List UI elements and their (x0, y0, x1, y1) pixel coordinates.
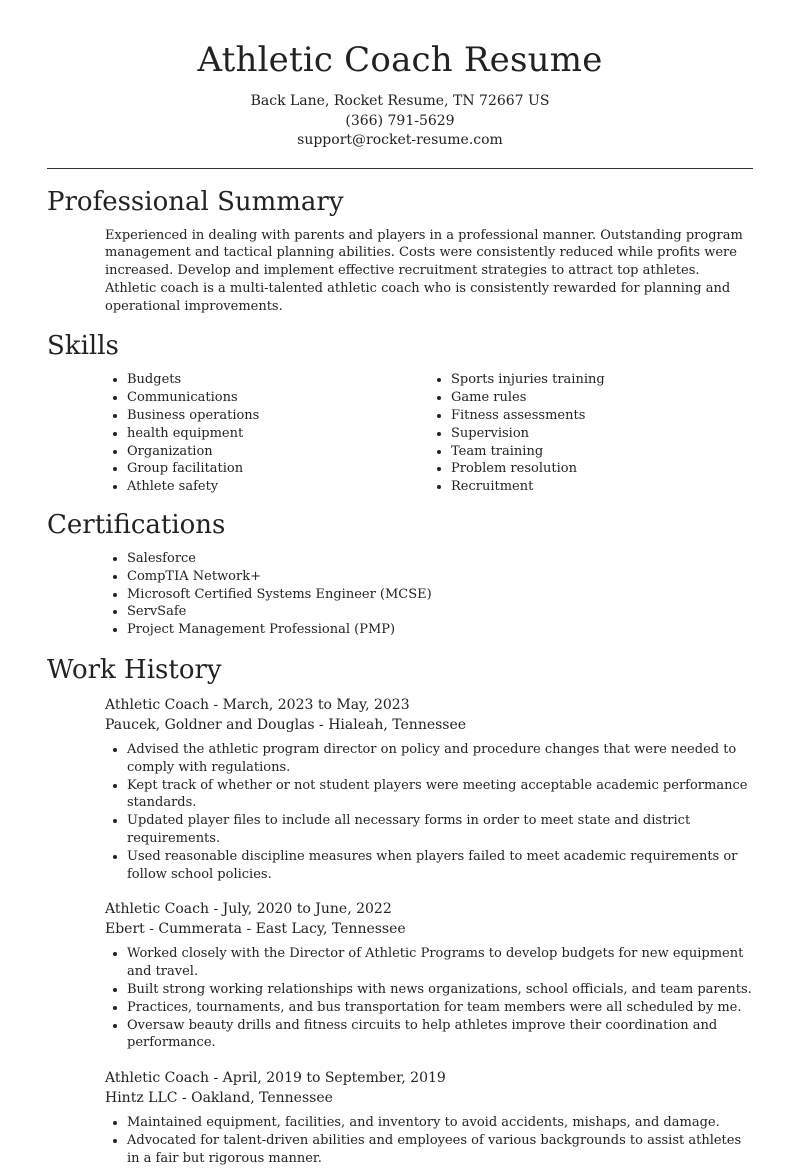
skill-item: • Athlete safety (127, 478, 429, 496)
skill-item: • Sports injuries training (451, 371, 753, 389)
skill-item: • Game rules (451, 389, 753, 407)
certification-item: • Salesforce (127, 550, 753, 568)
work-history-section (47, 655, 753, 1168)
job-duty: • Advocated for talent-driven abilities and employees of various backgrounds to assist athletes in a fair but rigorous manner. (127, 1132, 753, 1168)
skill-item: • Fitness assessments (451, 407, 753, 425)
skill-item: • Recruitment (451, 478, 753, 496)
job-company: Ebert - Cummerata - East Lacy, Tennessee (105, 921, 406, 938)
skill-item: • Budgets (127, 371, 429, 389)
skill-item: • Team training (451, 443, 753, 461)
job-title: Athletic Coach - April, 2019 to September, 2019 (105, 1070, 446, 1087)
job-duties (105, 945, 753, 1052)
phone: (366) 791-5629 (345, 112, 455, 129)
job-company: Hintz LLC - Oakland, Tennessee (105, 1090, 333, 1107)
job-entry (105, 1068, 753, 1167)
skill-item: • health equipment (127, 425, 429, 443)
job-duty: • Advised the athletic program director on policy and procedure changes that were needed to comply with regulations. (127, 741, 753, 777)
skills-section (47, 331, 753, 496)
certifications-heading: Certifications (47, 510, 226, 541)
job-duty: • Practices, tournaments, and bus transportation for team members were all scheduled by me. (127, 999, 753, 1017)
certification-item: • CompTIA Network+ (127, 568, 753, 586)
address: Back Lane, Rocket Resume, TN 72667 US (250, 93, 550, 109)
job-duty: • Used reasonable discipline measures when players failed to meet academic requirements or follow school policies. (127, 848, 753, 884)
email[interactable]: support@rocket-resume.com (297, 132, 503, 148)
resume-title: Athletic Coach Resume (197, 40, 603, 80)
job-duty: • Maintained equipment, facilities, and inventory to avoid accidents, mishaps, and damage. (127, 1114, 753, 1132)
job-duty: • Oversaw beauty drills and fitness circuits to help athletes improve their coordination and performance. (127, 1017, 753, 1053)
certification-item: • ServSafe (127, 603, 753, 621)
summary-heading: Professional Summary (47, 186, 344, 217)
skill-item: • Problem resolution (451, 460, 753, 478)
summary-text: Experienced in dealing with parents and players in a professional manner. Outstanding program management and tactical planning abilities. Costs were consistently reduced while profits were increased. Develop and implement effective recruitment strategies to attract top athletes. Athletic coach is a multi-talented athletic coach who is consistently rewarded for planning and operational improvements. (105, 227, 743, 314)
skill-item: • Supervision (451, 425, 753, 443)
skill-item: • Group facilitation (127, 460, 429, 478)
header-divider (47, 168, 753, 169)
certification-item: • Microsoft Certified Systems Engineer (MCSE) (127, 586, 753, 604)
resume-header (47, 0, 753, 151)
job-entry (105, 899, 753, 1052)
skills-list-left (105, 371, 429, 496)
skills-list-right (429, 371, 753, 496)
job-company: Paucek, Goldner and Douglas - Hialeah, Tennessee (105, 717, 467, 734)
job-duty: • Worked closely with the Director of Athletic Programs to develop budgets for new equipment and travel. (127, 945, 753, 981)
skills-heading: Skills (47, 331, 119, 362)
job-duty: • Kept track of whether or not student players were meeting acceptable academic performance standards. (127, 777, 753, 813)
job-duties (105, 1114, 753, 1167)
skill-item: • Organization (127, 443, 429, 461)
job-title: Athletic Coach - March, 2023 to May, 2023 (105, 697, 410, 714)
work-history-heading: Work History (47, 655, 222, 686)
certifications-section (47, 510, 753, 639)
skill-item: • Business operations (127, 407, 429, 425)
certification-item: • Project Management Professional (PMP) (127, 621, 753, 639)
job-duties (105, 741, 753, 883)
summary-section (47, 187, 753, 316)
job-duty: • Built strong working relationships with news organizations, school officials, and team parents. (127, 981, 753, 999)
job-duty: • Updated player files to include all necessary forms in order to meet state and district requirements. (127, 812, 753, 848)
job-title: Athletic Coach - July, 2020 to June, 2022 (105, 901, 392, 918)
certifications-list (105, 550, 753, 639)
skill-item: • Communications (127, 389, 429, 407)
job-entry (105, 695, 753, 883)
